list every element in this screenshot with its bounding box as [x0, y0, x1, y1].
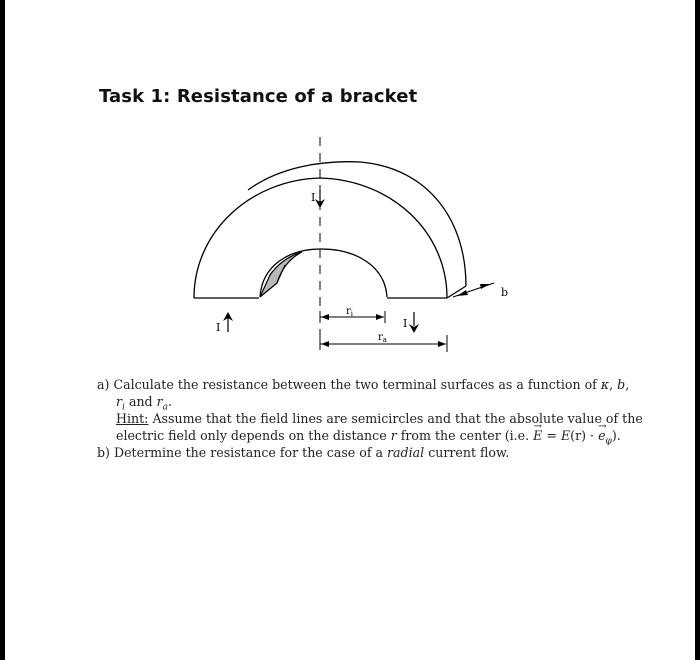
ra-symbol: $r_a$ — [156, 394, 169, 413]
hint-text1: Assume that the field lines are semicircles and that the absolute value of the — [152, 411, 643, 426]
comma: , — [625, 377, 630, 392]
b-arrow-upper — [480, 284, 490, 289]
ri-arrow-left — [321, 314, 329, 320]
hint-text2-mid: from the center (i.e. — [400, 428, 530, 443]
e-field-vector: → E — [533, 427, 542, 444]
dot-operator: · — [590, 428, 595, 443]
radial-word: radial — [387, 445, 425, 460]
and-text: and — [128, 394, 153, 409]
comma: , — [609, 377, 614, 392]
question-b-line — [97, 444, 617, 461]
b-label: b — [501, 286, 509, 299]
current-label-top: I — [311, 191, 316, 204]
closing-paren: ). — [611, 428, 621, 443]
ri-label: $r_i$ — [346, 306, 354, 318]
period: . — [168, 394, 173, 409]
hint-label: Hint: — [116, 411, 149, 426]
kappa-symbol: κ — [600, 377, 610, 392]
question-a-marker: a) — [97, 377, 110, 392]
questions — [97, 376, 643, 461]
ri-symbol: $r_i$ — [116, 394, 125, 413]
question-a-text: Calculate the resistance between the two terminal surfaces as a function of — [113, 377, 597, 392]
unit-vector: → $e_\varphi$ — [598, 428, 612, 443]
r-variable: r — [390, 428, 397, 443]
ra-arrow-right — [438, 341, 446, 347]
ri-arrow-right — [376, 314, 384, 320]
hint-line2 — [97, 427, 621, 447]
equals-sign: = — [546, 428, 557, 443]
question-a-line2 — [97, 393, 617, 413]
e-field-argument: (r) — [570, 428, 587, 443]
b-symbol: b — [617, 377, 626, 392]
hint-text2-prefix: electric field only depends on the distance — [116, 428, 387, 443]
task-title: Task 1: Resistance of a bracket — [99, 86, 418, 107]
current-label-left: I — [216, 321, 221, 334]
question-b-marker: b) — [97, 445, 110, 460]
question-b-text: Determine the resistance for the case of a — [114, 445, 383, 460]
e-field-function: E — [560, 428, 571, 443]
ra-arrow-left — [321, 341, 329, 347]
question-a-line1 — [97, 376, 630, 393]
current-label-right: I — [403, 317, 408, 330]
ra-label: $r_a$ — [378, 332, 387, 344]
question-b-suffix: current flow. — [428, 445, 510, 460]
